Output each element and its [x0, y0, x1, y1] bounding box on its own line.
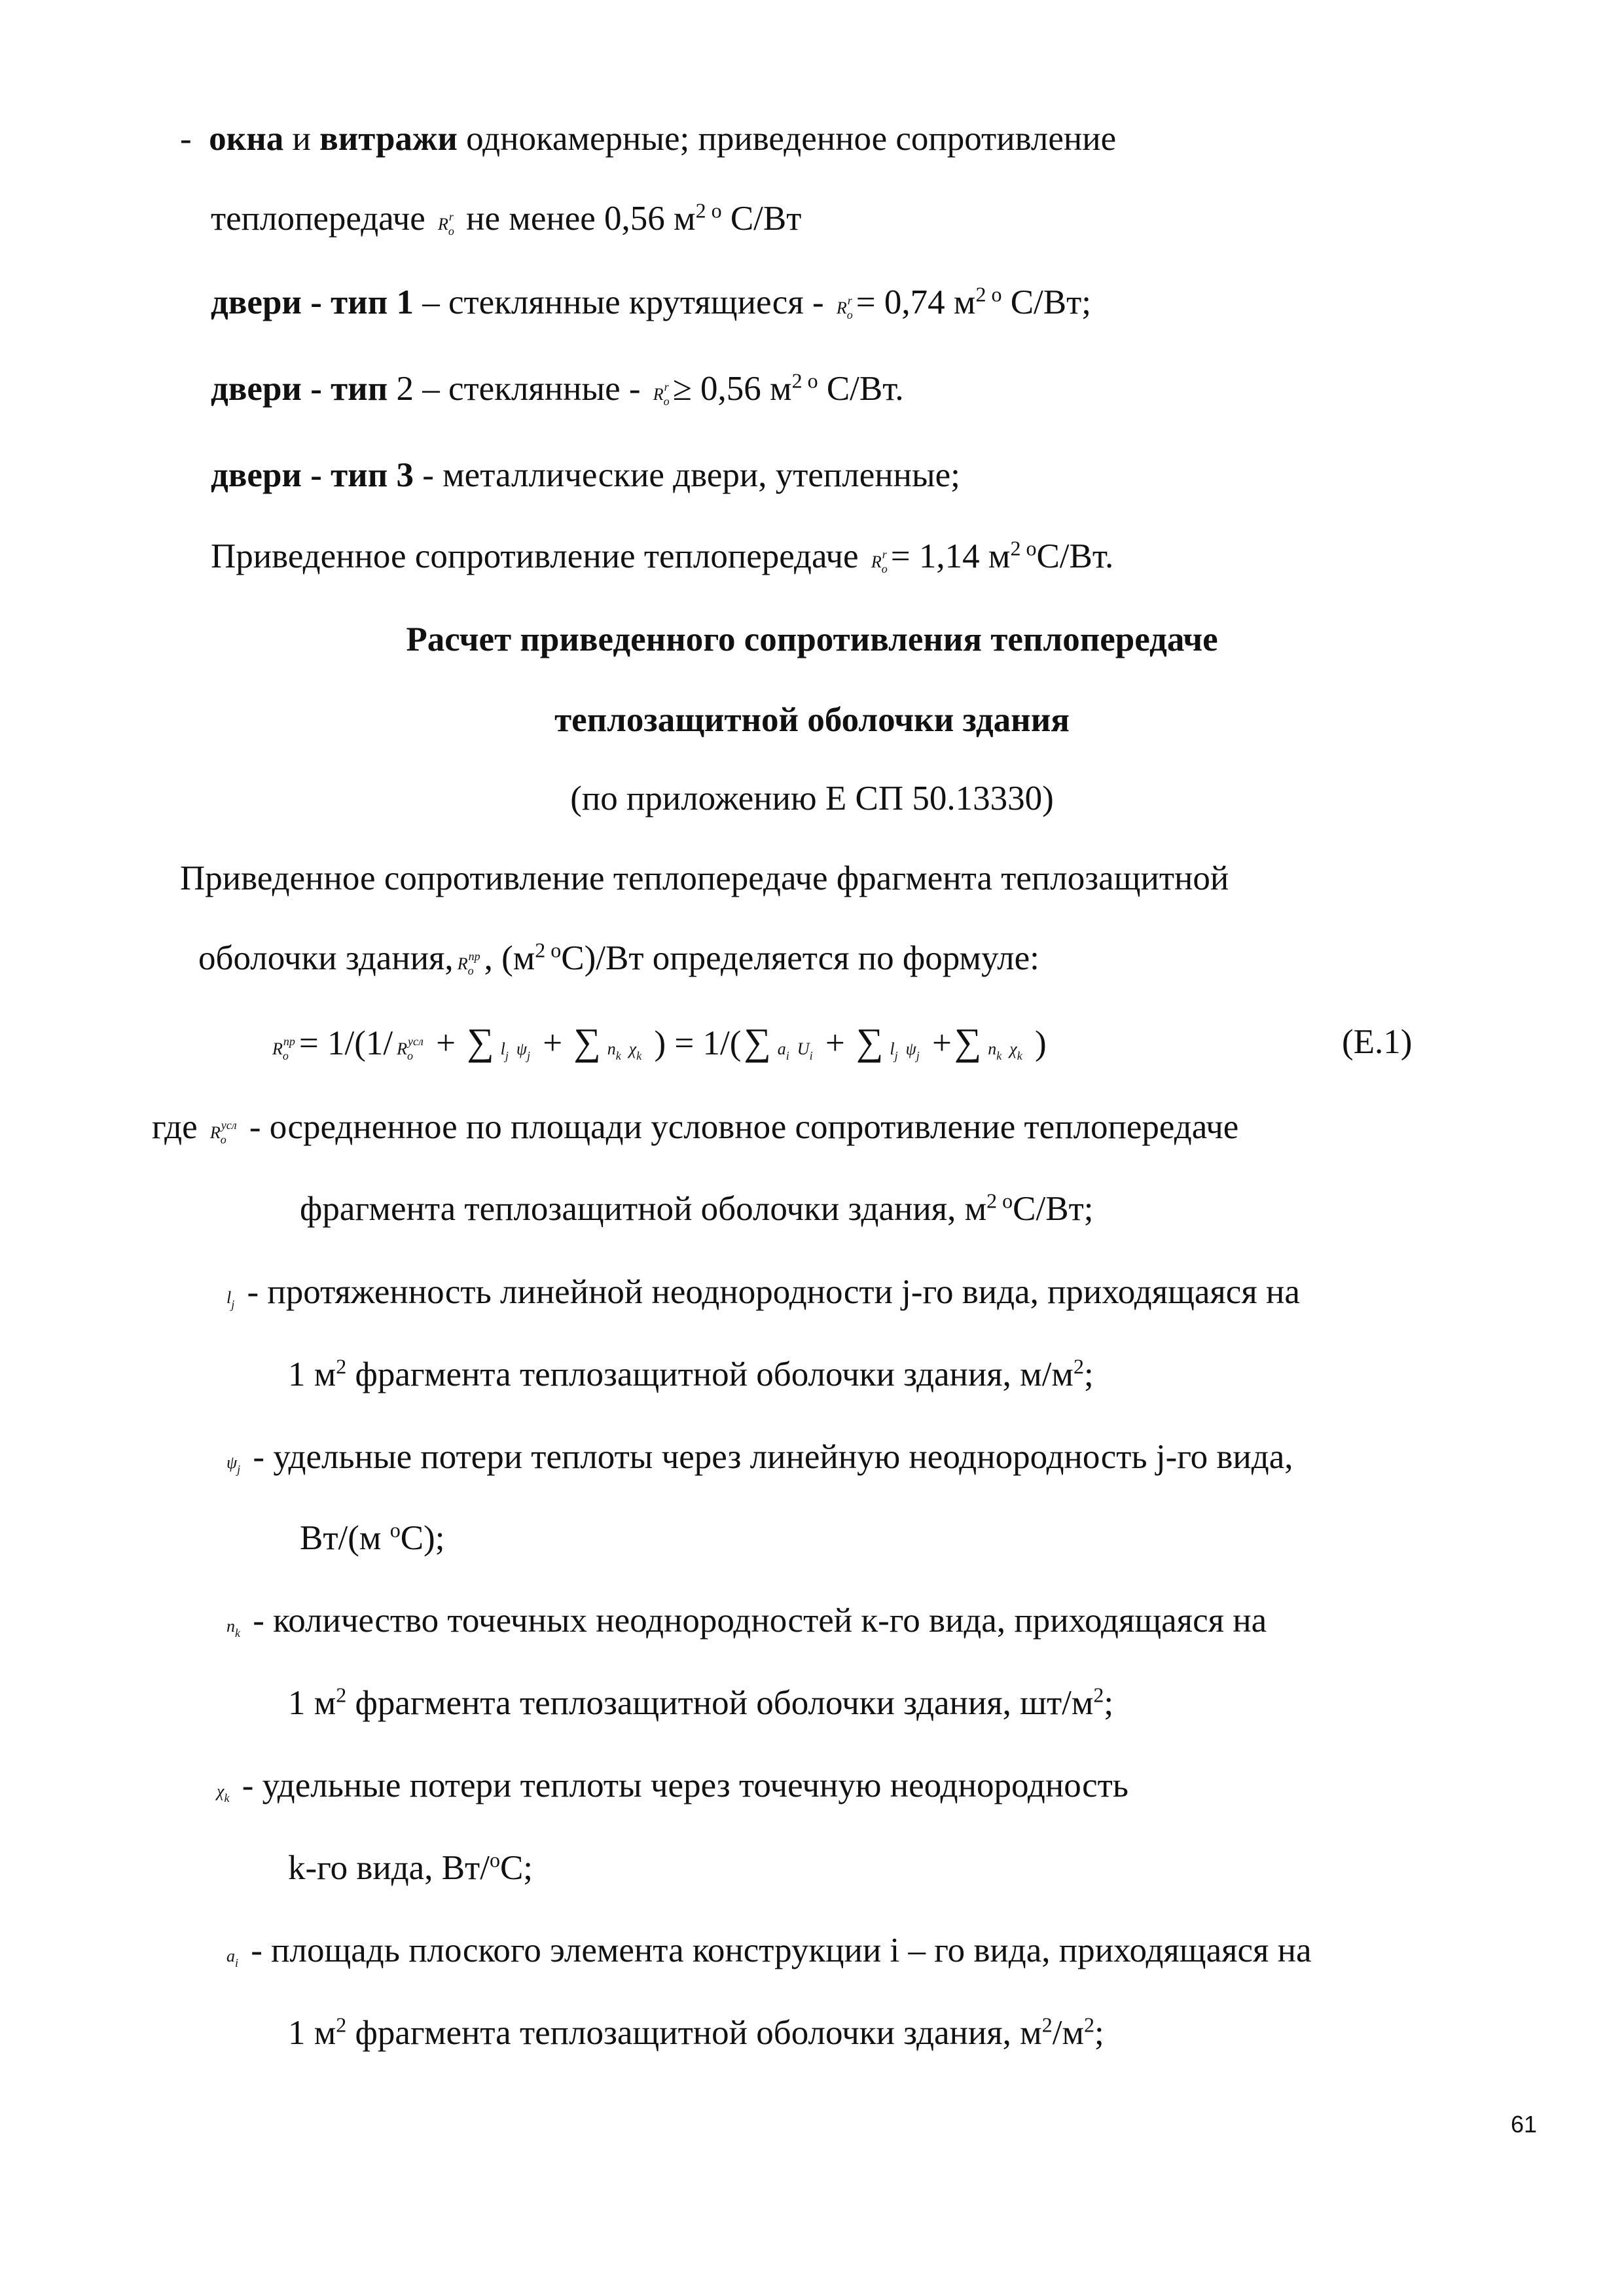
- dash: -: [180, 120, 192, 158]
- sum-symbol: ∑: [856, 1020, 884, 1063]
- bold-term-door-type-3: двери - тип 3: [211, 456, 414, 494]
- text-line-resistance-windows: [211, 198, 801, 247]
- symbol-a-i: $a_i$: [777, 1039, 789, 1062]
- definition-l-j: $l_j$ - протяженность линейной неоднородности j-го вида, приходящаяся на: [223, 1271, 1300, 1320]
- symbol-r-o-r: $R_o^r$: [653, 380, 670, 408]
- superscript: 2 о: [695, 198, 722, 223]
- text: = 1,14 м: [890, 537, 1011, 575]
- text: ≥ 0,56 м: [672, 370, 792, 408]
- text: - металлические двери, утепленные;: [413, 456, 960, 494]
- definition-psi-j-cont: Вт/(м $^о$С);: [300, 1518, 445, 1557]
- bold-term-windows: окна: [209, 120, 284, 158]
- text: С)/Вт определяется по формуле:: [561, 939, 1039, 977]
- text: однокамерные; приведенное сопротивление: [457, 120, 1117, 158]
- text-line-windows: [180, 118, 1116, 160]
- intro-line-1: Приведенное сопротивление теплопередаче фрагмента теплозащитной: [180, 859, 1229, 897]
- text: С/Вт.: [1036, 537, 1114, 575]
- text: 2 – стеклянные -: [388, 370, 649, 408]
- superscript: 2 о: [791, 368, 818, 393]
- definition-chi-k: $\chi_k$ - удельные потери теплоты через точечную неоднородность: [213, 1765, 1128, 1814]
- symbol-psi-j: $\psi_j$: [226, 1453, 241, 1476]
- section-heading-line-2: теплозащитной оболочки здания: [554, 701, 1070, 739]
- symbol-u-i: $U_i$: [797, 1039, 813, 1062]
- symbol-chi-k: $\chi_k$: [217, 1782, 230, 1804]
- definition-a-i: $a_i$ - площадь плоского элемента конструкции i – го вида, приходящаяся на: [223, 1929, 1312, 1979]
- symbol-r-o-usl: $R_o^{усл}$: [209, 1119, 237, 1146]
- text: Приведенное сопротивление теплопередаче: [211, 537, 859, 575]
- bold-term-stained-glass: витражи: [319, 120, 458, 158]
- definition-n-k: $n_k$ - количество точечных неоднородностей к-го вида, приходящаяся на: [223, 1600, 1267, 1649]
- symbol-n-k: $n_k$: [226, 1617, 240, 1640]
- text-line-door-type-2: [211, 368, 904, 417]
- text: С/Вт.: [818, 370, 904, 408]
- bold-term-door-type-2: двери - тип: [211, 370, 388, 408]
- symbol-r-o-r: $R_o^r$: [836, 294, 853, 321]
- symbol-l-j: $l_j$: [500, 1039, 509, 1062]
- text: оболочки здания,: [198, 939, 454, 977]
- text: С/Вт;: [1001, 283, 1092, 321]
- symbol-chi-k: $\chi_k$: [1009, 1039, 1022, 1062]
- symbol-r-o-pr: $R_o^{пр}$: [457, 950, 480, 977]
- section-heading-reference: (по приложению Е СП 50.13330): [570, 780, 1054, 817]
- page-number: 61: [1511, 2111, 1538, 2138]
- text: теплопередаче: [211, 200, 425, 238]
- definition-chi-k-cont: k-го вида, Вт/$^о$С;: [288, 1848, 533, 1887]
- symbol-chi-k: $\chi_k$: [628, 1039, 642, 1062]
- text: = 1/(1/: [298, 1024, 393, 1062]
- text: - осредненное по площади условное сопротивление теплопередаче: [240, 1108, 1239, 1146]
- symbol-l-j: $l_j$: [226, 1288, 235, 1311]
- text: , (м: [484, 939, 535, 977]
- definition-psi-j: $\psi_j$ - удельные потери теплоты через линейную неоднородность j-го вида,: [223, 1436, 1293, 1485]
- symbol-r-o-pr: $R_o^{пр}$: [272, 1035, 295, 1062]
- symbol-psi-j: $\psi_j$: [516, 1039, 531, 1062]
- symbol-a-i: $a_i$: [226, 1946, 239, 1969]
- superscript: 2 о: [535, 938, 562, 962]
- symbol-l-j: $l_j$: [890, 1039, 898, 1062]
- text: С/Вт: [721, 200, 802, 238]
- text-line-resistance-doors: [211, 535, 1113, 584]
- text: = 0,74 м: [856, 283, 976, 321]
- text: – стеклянные крутящиеся -: [413, 283, 833, 321]
- definition-l-j-cont: 1 $м^2$ фрагмента теплозащитной оболочки здания, $м/м^2$;: [288, 1354, 1094, 1393]
- symbol-r-o-usl: $R_o^{усл}$: [397, 1035, 424, 1062]
- sum-symbol: ∑: [573, 1020, 601, 1063]
- where-line-1: [152, 1106, 1238, 1155]
- section-heading-line-1: Расчет приведенного сопротивления теплопередаче: [406, 620, 1218, 658]
- formula-number: (Е.1): [1342, 1023, 1413, 1061]
- bold-term-door-type-1: двери - тип 1: [211, 283, 414, 321]
- symbol-r-o-r: $R_o^r$: [438, 210, 454, 238]
- formula-e1: $R_o^{пр} = 1/(1/$ $R_o^{усл}$ + ∑ $l_j$ $\psi_j$ + ∑ $n_k$ $\chi_k$ ) = 1/(∑ $a_i$ $U_i$ + ∑ $l_j$ $\psi_j$ +∑ $n_k$ $\chi_k$ ): [268, 1021, 1047, 1071]
- symbol-psi-j: $\psi_j$: [905, 1039, 920, 1062]
- intro-line-2: [198, 937, 1039, 986]
- definition-a-i-cont: 1 $м^2$ фрагмента теплозащитной оболочки здания, $м^2/м^2$;: [288, 2013, 1104, 2052]
- text: и: [283, 120, 320, 158]
- superscript: 2 о: [975, 282, 1002, 306]
- sum-symbol: ∑: [467, 1020, 494, 1063]
- sum-symbol: ∑: [744, 1020, 771, 1063]
- text-line-door-type-1: [211, 281, 1091, 331]
- symbol-n-k: $n_k$: [607, 1039, 621, 1062]
- sum-symbol: ∑: [954, 1020, 982, 1063]
- where-line-2: фрагмента теплозащитной оболочки здания, $м^{2 о}С/Вт$;: [300, 1189, 1094, 1228]
- text-line-door-type-3: [211, 454, 960, 496]
- definition-n-k-cont: 1 $м^2$ фрагмента теплозащитной оболочки здания, $шт/м^2$;: [288, 1683, 1114, 1722]
- symbol-r-o-r: $R_o^r$: [871, 548, 888, 575]
- text: не менее 0,56 м: [457, 200, 696, 238]
- text: где: [152, 1108, 198, 1146]
- symbol-n-k: $n_k$: [988, 1039, 1002, 1062]
- superscript: 2 о: [1010, 536, 1037, 560]
